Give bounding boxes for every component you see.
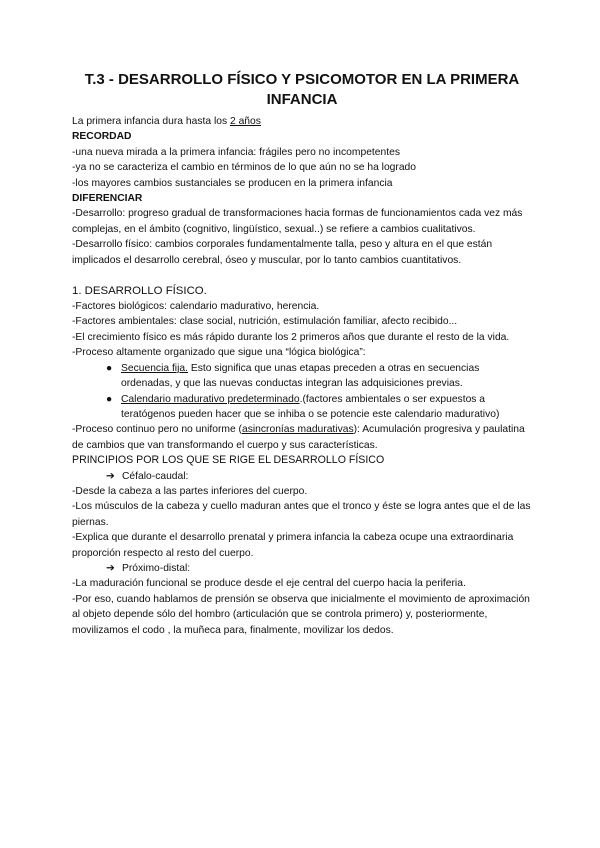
cefalo-item: -Los músculos de la cabeza y cuello maduran antes que el tronco y éste se logra antes que el de las piernas. <box>72 501 531 528</box>
document-page <box>72 70 532 638</box>
diferenciar-item: -Desarrollo: progreso gradual de transformaciones hacia formas de funcionamientos cada vez más complejas, en el ámbito (cognitivo, lingüístico, sexual..) se refiere a cambios cualitativos. <box>72 208 523 235</box>
principles-heading: PRINCIPIOS POR LOS QUE SE RIGE EL DESARROLLO FÍSICO <box>72 454 385 467</box>
title-line-2: INFANCIA <box>266 91 338 108</box>
intro-underlined: 2 años <box>229 116 261 127</box>
section-1-item: -Factores ambientales: clase social, nutrición, estimulación familiar, afecto recibido... <box>72 316 458 328</box>
bullet-underlined-term: Calendario madurativo predeterminado <box>121 393 300 405</box>
proximo-distal-label: Próximo-distal: <box>122 562 191 574</box>
cefalo-item: -Desde la cabeza a las partes inferiores del cuerpo. <box>72 485 308 497</box>
proceso-underlined: asincronías madurativas <box>242 424 354 436</box>
arrow-right-icon: ➔ <box>106 562 115 574</box>
bullet-list <box>72 361 532 423</box>
intro-paragraph <box>72 114 532 129</box>
cefalo-caudal-label: Céfalo-caudal: <box>122 470 189 482</box>
bullet-item <box>106 392 532 423</box>
cefalo-caudal-heading <box>72 469 532 484</box>
bullet-dot-icon: ● <box>106 393 113 405</box>
bullet-text: .(factores ambientales o ser expuestos a teratógenos pueden hacer que se inhiba o se potencie este calendario madurativo) <box>121 393 500 420</box>
proximo-item: -La maduración funcional se produce desde el eje central del cuerpo hacia la periferia. <box>72 578 466 590</box>
proceso-paragraph <box>72 422 532 453</box>
paragraph-gap <box>72 268 532 283</box>
intro-text: La primera infancia dura hasta los <box>72 116 230 127</box>
title-line-1: T.3 - DESARROLLO FÍSICO Y PSICOMOTOR EN LA PRIMERA <box>84 71 520 88</box>
recordad-item: -ya no se caracteriza el cambio en términos de lo que aún no se ha logrado <box>72 162 417 174</box>
bullet-text: Esto significa que unas etapas preceden a otras en secuencias ordenadas, y que las nuevas conductas integran las adquisiciones previas. <box>121 362 480 390</box>
diferenciar-heading: DIFERENCIAR <box>72 193 143 205</box>
section-1-item: -Proceso altamente organizado que sigue una “lógica biológica”: <box>72 347 366 359</box>
proximo-distal-heading <box>72 561 532 576</box>
recordad-item: -los mayores cambios sustanciales se producen en la primera infancia <box>72 177 393 189</box>
arrow-right-icon: ➔ <box>106 470 115 482</box>
recordad-heading: RECORDAD <box>72 131 132 143</box>
proceso-prefix: -Proceso continuo pero no uniforme ( <box>72 424 242 436</box>
section-1-item: -El crecimiento físico es más rápido durante los 2 primeros años que durante el resto de la vida. <box>72 331 510 343</box>
document-title <box>72 70 532 110</box>
diferenciar-item: -Desarrollo físico: cambios corporales fundamentalmente talla, peso y altura en el que están implicados el desarrollo cerebral, óseo y muscular, por lo tanto cambios cuantitativos. <box>72 239 493 266</box>
section-1-item: -Factores biológicos: calendario madurativo, herencia. <box>72 301 320 313</box>
cefalo-item: -Explica que durante el desarrollo prenatal y primera infancia la cabeza ocupe una extraordinaria proporción respecto al resto del cuerpo. <box>72 532 514 559</box>
proceso-rest: ): Acumulación progresiva y paulatina de cambios que van transformando el cuerpo y sus características. <box>72 424 525 451</box>
bullet-item <box>106 361 532 392</box>
recordad-item: -una nueva mirada a la primera infancia: frágiles pero no incompetentes <box>72 146 400 158</box>
bullet-underlined-term: Secuencia fija. <box>121 362 188 374</box>
section-1-heading: 1. DESARROLLO FÍSICO. <box>72 285 207 298</box>
bullet-dot-icon: ● <box>106 362 113 374</box>
proximo-item: -Por eso, cuando hablamos de prensión se observa que inicialmente el movimiento de aproximación al objeto depende sólo del hombro (articulación que se controla primero) y, posteriormente, movilizamos el codo , la muñeca para, finalmente, movilizar los dedos. <box>72 593 530 636</box>
